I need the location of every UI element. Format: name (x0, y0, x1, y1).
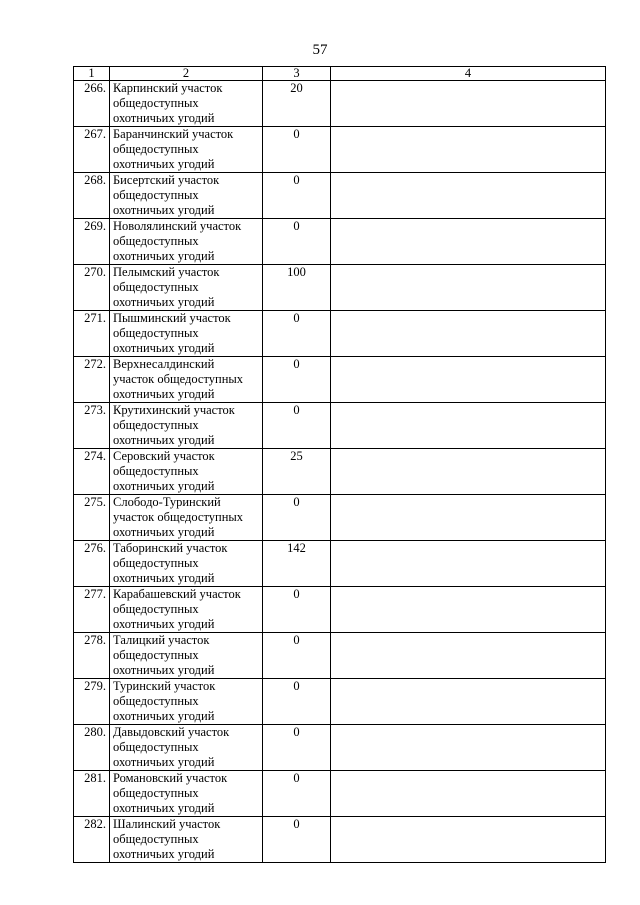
ground-name-line: Шалинский участок (113, 817, 221, 831)
row-number: 271. (74, 311, 110, 357)
ground-value: 25 (263, 449, 331, 495)
ground-name-line: охотничьих угодий (113, 847, 215, 861)
ground-name-line: охотничьих угодий (113, 663, 215, 677)
table-row (74, 127, 606, 173)
ground-name-line: общедоступных (113, 418, 199, 432)
ground-name-line: Карпинский участок (113, 81, 223, 95)
ground-name-line: Таборинский участок (113, 541, 228, 555)
ground-value: 0 (263, 587, 331, 633)
table-row (74, 679, 606, 725)
ground-name (110, 725, 263, 771)
row-number: 277. (74, 587, 110, 633)
hunting-grounds-table (73, 66, 606, 863)
ground-value: 100 (263, 265, 331, 311)
ground-name-line: охотничьих угодий (113, 387, 215, 401)
ground-name (110, 311, 263, 357)
ground-value: 0 (263, 679, 331, 725)
ground-note (331, 771, 606, 817)
ground-note (331, 449, 606, 495)
ground-name-line: общедоступных (113, 556, 199, 570)
ground-name-line: охотничьих угодий (113, 203, 215, 217)
ground-value: 0 (263, 495, 331, 541)
ground-name-line: охотничьих угодий (113, 801, 215, 815)
ground-name-line: охотничьих угодий (113, 755, 215, 769)
ground-value: 0 (263, 633, 331, 679)
ground-name (110, 127, 263, 173)
ground-name (110, 817, 263, 863)
ground-name-line: общедоступных (113, 740, 199, 754)
ground-name-line: Пелымский участок (113, 265, 220, 279)
table-row (74, 357, 606, 403)
table-row (74, 265, 606, 311)
ground-value: 20 (263, 81, 331, 127)
ground-name (110, 495, 263, 541)
table-row (74, 311, 606, 357)
ground-name (110, 449, 263, 495)
ground-name-line: охотничьих угодий (113, 433, 215, 447)
row-number: 282. (74, 817, 110, 863)
ground-name-line: общедоступных (113, 188, 199, 202)
ground-note (331, 541, 606, 587)
table-row (74, 449, 606, 495)
ground-name-line: общедоступных (113, 648, 199, 662)
table-row (74, 495, 606, 541)
column-header: 1 (74, 67, 110, 81)
header-row (74, 67, 606, 81)
row-number: 275. (74, 495, 110, 541)
ground-name (110, 81, 263, 127)
row-number: 276. (74, 541, 110, 587)
ground-name (110, 679, 263, 725)
ground-name-line: общедоступных (113, 602, 199, 616)
ground-note (331, 357, 606, 403)
ground-note (331, 679, 606, 725)
ground-name-line: Талицкий участок (113, 633, 210, 647)
ground-name (110, 633, 263, 679)
ground-name-line: охотничьих угодий (113, 571, 215, 585)
ground-value: 0 (263, 403, 331, 449)
ground-name-line: общедоступных (113, 280, 199, 294)
ground-name-line: общедоступных (113, 326, 199, 340)
ground-name-line: охотничьих угодий (113, 111, 215, 125)
ground-name-line: участок общедоступных (113, 510, 244, 524)
ground-name-line: Слободо-Туринский (113, 495, 221, 509)
ground-name-line: Серовский участок (113, 449, 215, 463)
ground-name-line: Давыдовский участок (113, 725, 230, 739)
row-number: 273. (74, 403, 110, 449)
ground-name (110, 541, 263, 587)
table-row (74, 771, 606, 817)
ground-name-line: общедоступных (113, 832, 199, 846)
ground-value: 0 (263, 357, 331, 403)
row-number: 272. (74, 357, 110, 403)
ground-note (331, 495, 606, 541)
ground-name-line: охотничьих угодий (113, 709, 215, 723)
column-header: 4 (331, 67, 606, 81)
ground-note (331, 633, 606, 679)
ground-name-line: охотничьих угодий (113, 479, 215, 493)
ground-name-line: Романовский участок (113, 771, 228, 785)
ground-note (331, 219, 606, 265)
row-number: 280. (74, 725, 110, 771)
table-row (74, 219, 606, 265)
row-number: 270. (74, 265, 110, 311)
ground-value: 0 (263, 817, 331, 863)
ground-note (331, 817, 606, 863)
ground-name-line: охотничьих угодий (113, 157, 215, 171)
ground-value: 0 (263, 219, 331, 265)
ground-name (110, 771, 263, 817)
ground-name (110, 357, 263, 403)
column-header: 3 (263, 67, 331, 81)
ground-value: 142 (263, 541, 331, 587)
ground-name-line: Бисертский участок (113, 173, 220, 187)
ground-name (110, 587, 263, 633)
ground-name-line: охотничьих угодий (113, 525, 215, 539)
row-number: 269. (74, 219, 110, 265)
ground-name-line: Крутихинский участок (113, 403, 235, 417)
ground-name-line: Верхнесалдинский (113, 357, 215, 371)
table-row (74, 587, 606, 633)
ground-name-line: Баранчинский участок (113, 127, 234, 141)
row-number: 267. (74, 127, 110, 173)
ground-value: 0 (263, 771, 331, 817)
ground-name (110, 403, 263, 449)
table-row (74, 81, 606, 127)
table-row (74, 817, 606, 863)
ground-name-line: Карабашевский участок (113, 587, 241, 601)
ground-name-line: охотничьих угодий (113, 341, 215, 355)
row-number: 266. (74, 81, 110, 127)
ground-name-line: общедоступных (113, 96, 199, 110)
table-body (74, 67, 606, 863)
row-number: 274. (74, 449, 110, 495)
table-row (74, 173, 606, 219)
table-row (74, 725, 606, 771)
ground-name-line: участок общедоступных (113, 372, 244, 386)
ground-name (110, 173, 263, 219)
ground-value: 0 (263, 311, 331, 357)
row-number: 281. (74, 771, 110, 817)
ground-name-line: общедоступных (113, 694, 199, 708)
row-number: 268. (74, 173, 110, 219)
row-number: 278. (74, 633, 110, 679)
table-row (74, 541, 606, 587)
ground-name-line: общедоступных (113, 142, 199, 156)
ground-value: 0 (263, 127, 331, 173)
ground-note (331, 265, 606, 311)
ground-name-line: охотничьих угодий (113, 249, 215, 263)
ground-name-line: общедоступных (113, 786, 199, 800)
ground-name-line: Пышминский участок (113, 311, 231, 325)
ground-value: 0 (263, 725, 331, 771)
ground-value: 0 (263, 173, 331, 219)
ground-note (331, 725, 606, 771)
ground-name (110, 265, 263, 311)
ground-note (331, 173, 606, 219)
page-number: 57 (312, 42, 328, 58)
ground-name-line: Туринский участок (113, 679, 216, 693)
ground-note (331, 81, 606, 127)
ground-note (331, 403, 606, 449)
ground-name (110, 219, 263, 265)
column-header: 2 (110, 67, 263, 81)
row-number: 279. (74, 679, 110, 725)
ground-name-line: общедоступных (113, 234, 199, 248)
table-row (74, 403, 606, 449)
table-row (74, 633, 606, 679)
ground-note (331, 311, 606, 357)
ground-note (331, 587, 606, 633)
ground-name-line: охотничьих угодий (113, 617, 215, 631)
ground-name-line: Новолялинский участок (113, 219, 242, 233)
ground-name-line: охотничьих угодий (113, 295, 215, 309)
ground-note (331, 127, 606, 173)
ground-name-line: общедоступных (113, 464, 199, 478)
